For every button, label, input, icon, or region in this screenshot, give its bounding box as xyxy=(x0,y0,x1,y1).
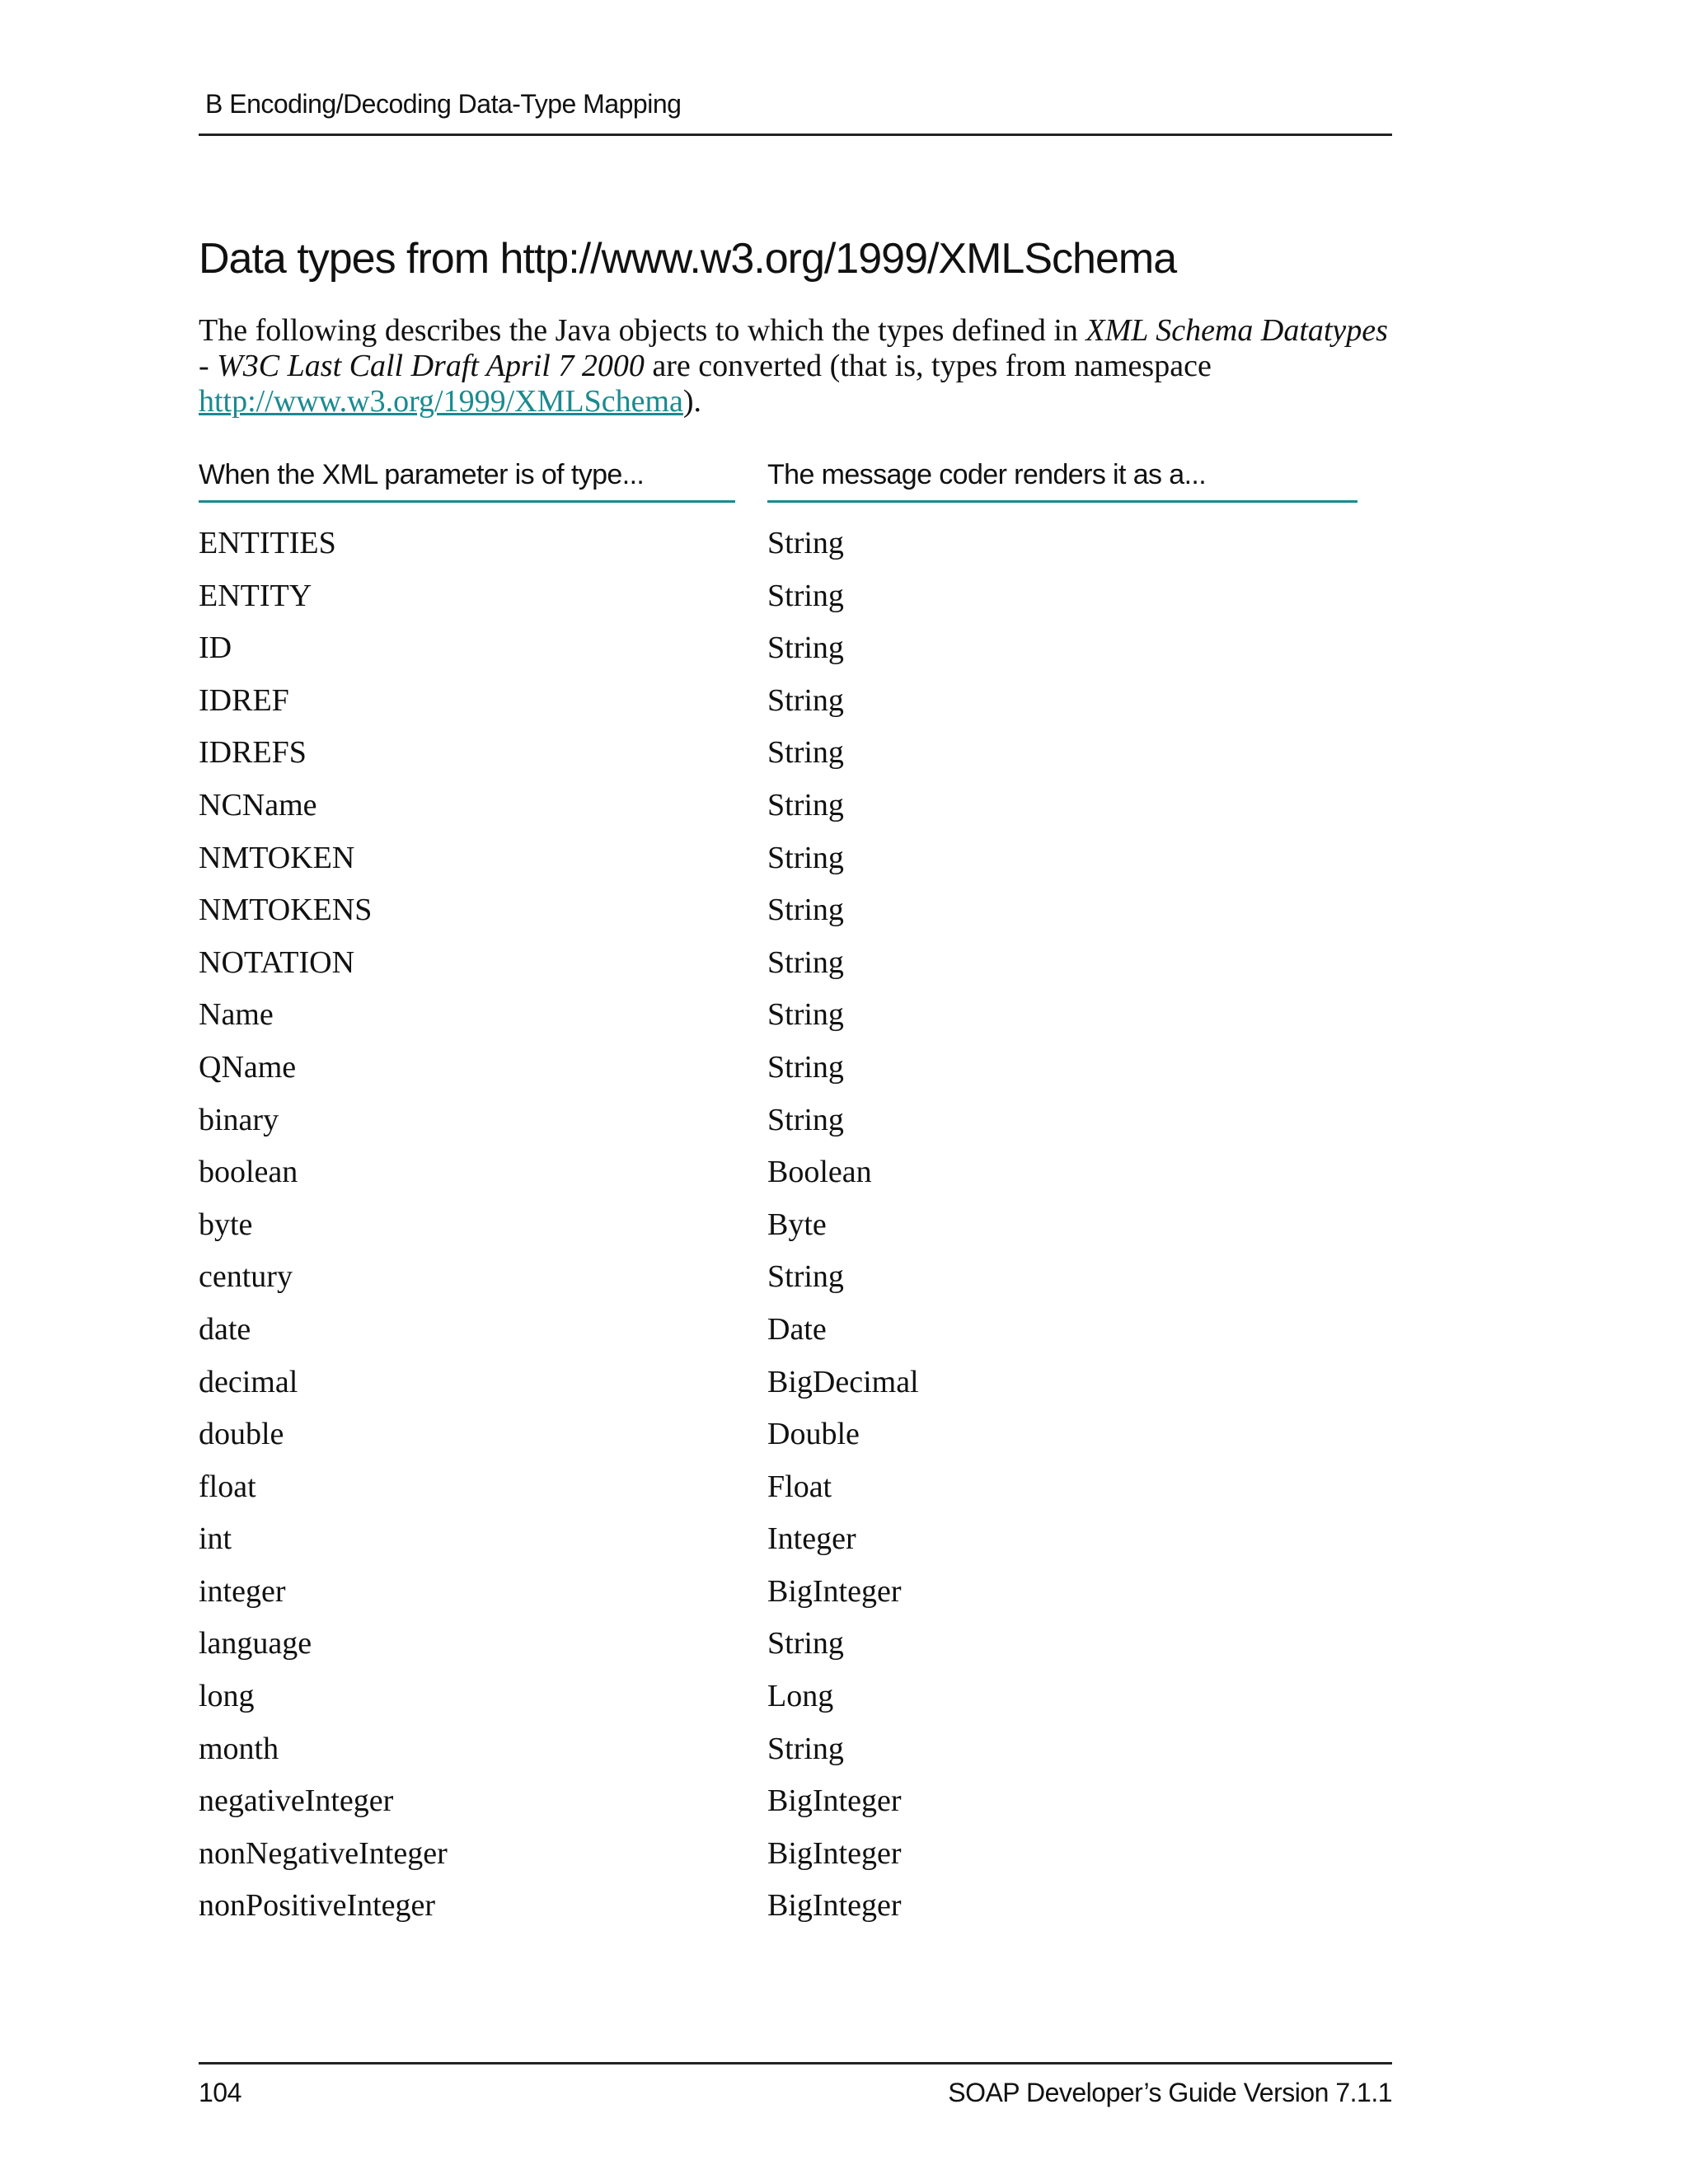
table-row xyxy=(199,781,1369,834)
table-row xyxy=(199,991,1369,1043)
java-type-cell: String xyxy=(767,1259,844,1295)
java-type-cell: String xyxy=(767,630,844,666)
table-row xyxy=(199,886,1369,939)
xml-type-cell: ID xyxy=(199,630,232,666)
xml-type-cell: IDREFS xyxy=(199,735,307,771)
namespace-link[interactable]: http://www.w3.org/1999/XMLSchema xyxy=(199,384,683,419)
intro-italic-title: XML Schema Datatypes - W3C Last Call Draft April 7 2000 xyxy=(199,313,1388,383)
table-row xyxy=(199,1463,1369,1516)
table-row xyxy=(199,1882,1369,1934)
xml-type-cell: month xyxy=(199,1731,279,1766)
table-row xyxy=(199,1096,1369,1149)
xml-type-cell: nonNegativeInteger xyxy=(199,1835,448,1871)
java-type-cell: String xyxy=(767,1102,844,1137)
table-row xyxy=(199,1830,1369,1882)
type-mapping-table xyxy=(199,519,1369,1934)
page-number: 104 xyxy=(199,2078,241,2107)
document-title: SOAP Developer’s Guide Version 7.1.1 xyxy=(948,2078,1392,2107)
java-type-cell: String xyxy=(767,1626,844,1661)
java-type-cell: String xyxy=(767,840,844,875)
java-type-cell: BigInteger xyxy=(767,1835,902,1871)
xml-type-cell: QName xyxy=(199,1049,297,1085)
table-row xyxy=(199,1725,1369,1778)
table-row xyxy=(199,1777,1369,1830)
table-row xyxy=(199,1253,1369,1305)
xml-type-cell: Name xyxy=(199,997,274,1033)
xml-type-cell: negativeInteger xyxy=(199,1783,394,1819)
java-type-cell: String xyxy=(767,893,844,928)
xml-type-cell: language xyxy=(199,1626,312,1661)
table-row xyxy=(199,519,1369,572)
xml-type-cell: NMTOKEN xyxy=(199,840,355,875)
java-type-cell: BigInteger xyxy=(767,1783,902,1819)
xml-type-cell: NCName xyxy=(199,787,317,823)
table-row xyxy=(199,1201,1369,1254)
column-header-java-type: The message coder renders it as a... xyxy=(767,459,1357,503)
table-row xyxy=(199,1148,1369,1201)
intro-text-1: The following describes the Java objects to which the types defined in xyxy=(199,313,1086,348)
table-row xyxy=(199,1410,1369,1463)
java-type-cell: String xyxy=(767,1731,844,1766)
table-row xyxy=(199,624,1369,677)
table-row xyxy=(199,1672,1369,1725)
xml-type-cell: byte xyxy=(199,1207,253,1242)
table-row xyxy=(199,729,1369,781)
xml-type-cell: date xyxy=(199,1311,251,1347)
xml-type-cell: integer xyxy=(199,1573,286,1609)
java-type-cell: Integer xyxy=(767,1521,856,1557)
table-row xyxy=(199,1043,1369,1096)
table-row xyxy=(199,1515,1369,1568)
page-header xyxy=(199,82,1392,136)
xml-type-cell: int xyxy=(199,1521,232,1557)
section-title: Data types from http://www.w3.org/1999/XMLSchema xyxy=(199,235,1177,283)
xml-type-cell: boolean xyxy=(199,1155,298,1190)
xml-type-cell: ENTITY xyxy=(199,578,312,613)
xml-type-cell: ENTITIES xyxy=(199,526,336,560)
running-title: B Encoding/Decoding Data-Type Mapping xyxy=(205,89,682,119)
table-row xyxy=(199,834,1369,887)
java-type-cell: Boolean xyxy=(767,1155,872,1190)
java-type-cell: String xyxy=(767,787,844,823)
java-type-cell: Double xyxy=(767,1417,860,1452)
java-type-cell: BigInteger xyxy=(767,1573,902,1609)
java-type-cell: BigDecimal xyxy=(767,1364,919,1399)
xml-type-cell: decimal xyxy=(199,1364,298,1399)
java-type-cell: BigInteger xyxy=(767,1888,902,1924)
page-footer xyxy=(199,2062,1392,2114)
java-type-cell: String xyxy=(767,735,844,771)
intro-paragraph xyxy=(199,313,1402,419)
intro-text-2: are converted (that is, types from namespace xyxy=(644,349,1212,383)
table-row xyxy=(199,1305,1369,1358)
table-row xyxy=(199,939,1369,991)
java-type-cell: Byte xyxy=(767,1207,827,1242)
xml-type-cell: long xyxy=(199,1679,255,1714)
table-row xyxy=(199,1358,1369,1411)
xml-type-cell: NMTOKENS xyxy=(199,893,373,928)
java-type-cell: Date xyxy=(767,1311,827,1347)
table-row xyxy=(199,1568,1369,1620)
java-type-cell: String xyxy=(767,578,844,613)
xml-type-cell: NOTATION xyxy=(199,944,355,980)
xml-type-cell: binary xyxy=(199,1102,279,1137)
java-type-cell: String xyxy=(767,682,844,718)
java-type-cell: Long xyxy=(767,1679,834,1714)
xml-type-cell: float xyxy=(199,1469,256,1504)
java-type-cell: String xyxy=(767,526,844,560)
java-type-cell: String xyxy=(767,997,844,1033)
xml-type-cell: double xyxy=(199,1417,284,1452)
xml-type-cell: century xyxy=(199,1259,293,1295)
java-type-cell: Float xyxy=(767,1469,832,1504)
java-type-cell: String xyxy=(767,1049,844,1085)
table-row xyxy=(199,572,1369,625)
xml-type-cell: IDREF xyxy=(199,682,289,718)
intro-text-3: ). xyxy=(682,384,702,419)
xml-type-cell: nonPositiveInteger xyxy=(199,1888,436,1924)
column-header-xml-type: When the XML parameter is of type... xyxy=(199,459,735,503)
java-type-cell: String xyxy=(767,944,844,980)
table-row xyxy=(199,1619,1369,1672)
table-row xyxy=(199,677,1369,729)
